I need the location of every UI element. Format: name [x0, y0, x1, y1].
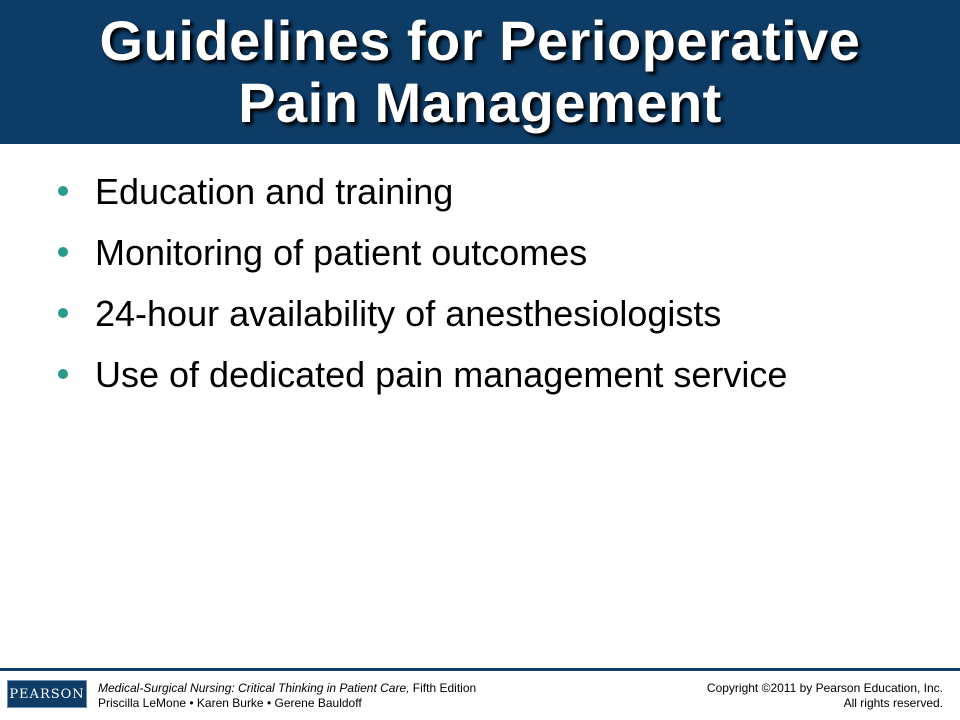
bullet-text: 24-hour availability of anesthesiologists [95, 293, 722, 334]
book-edition: Fifth Edition [409, 681, 477, 695]
logo-text: PEARSON [9, 686, 85, 702]
bullet-text: Education and training [95, 171, 454, 212]
bullet-list [0, 170, 960, 414]
book-authors: Priscilla LeMone • Karen Burke • Gerene Bauldoff [98, 696, 362, 710]
bullet-dot-icon [58, 247, 68, 257]
book-title: Medical-Surgical Nursing: Critical Thinking in Patient Care, [98, 681, 410, 695]
slide-title-line-1: Guidelines for Perioperative [99, 9, 861, 72]
slide-title [100, 10, 861, 134]
footer-book-line [98, 681, 476, 696]
bullet-dot-icon [58, 369, 68, 379]
title-bar [0, 0, 960, 144]
bullet-text: Monitoring of patient outcomes [95, 232, 588, 273]
pearson-logo [7, 680, 87, 708]
bullet-item [0, 170, 960, 214]
footer-divider [0, 668, 960, 671]
bullet-text: Use of dedicated pain management service [95, 354, 788, 395]
bullet-item [0, 231, 960, 275]
bullet-item [0, 353, 960, 397]
bullet-dot-icon [58, 186, 68, 196]
footer-book-info [98, 681, 476, 711]
rights-text: All rights reserved. [843, 696, 943, 710]
slide-title-line-2: Pain Management [238, 71, 722, 134]
copyright-text: Copyright ©2011 by Pearson Education, Inc. [706, 681, 943, 695]
bullet-item [0, 292, 960, 336]
footer-copyright [707, 681, 943, 711]
bullet-dot-icon [58, 308, 68, 318]
